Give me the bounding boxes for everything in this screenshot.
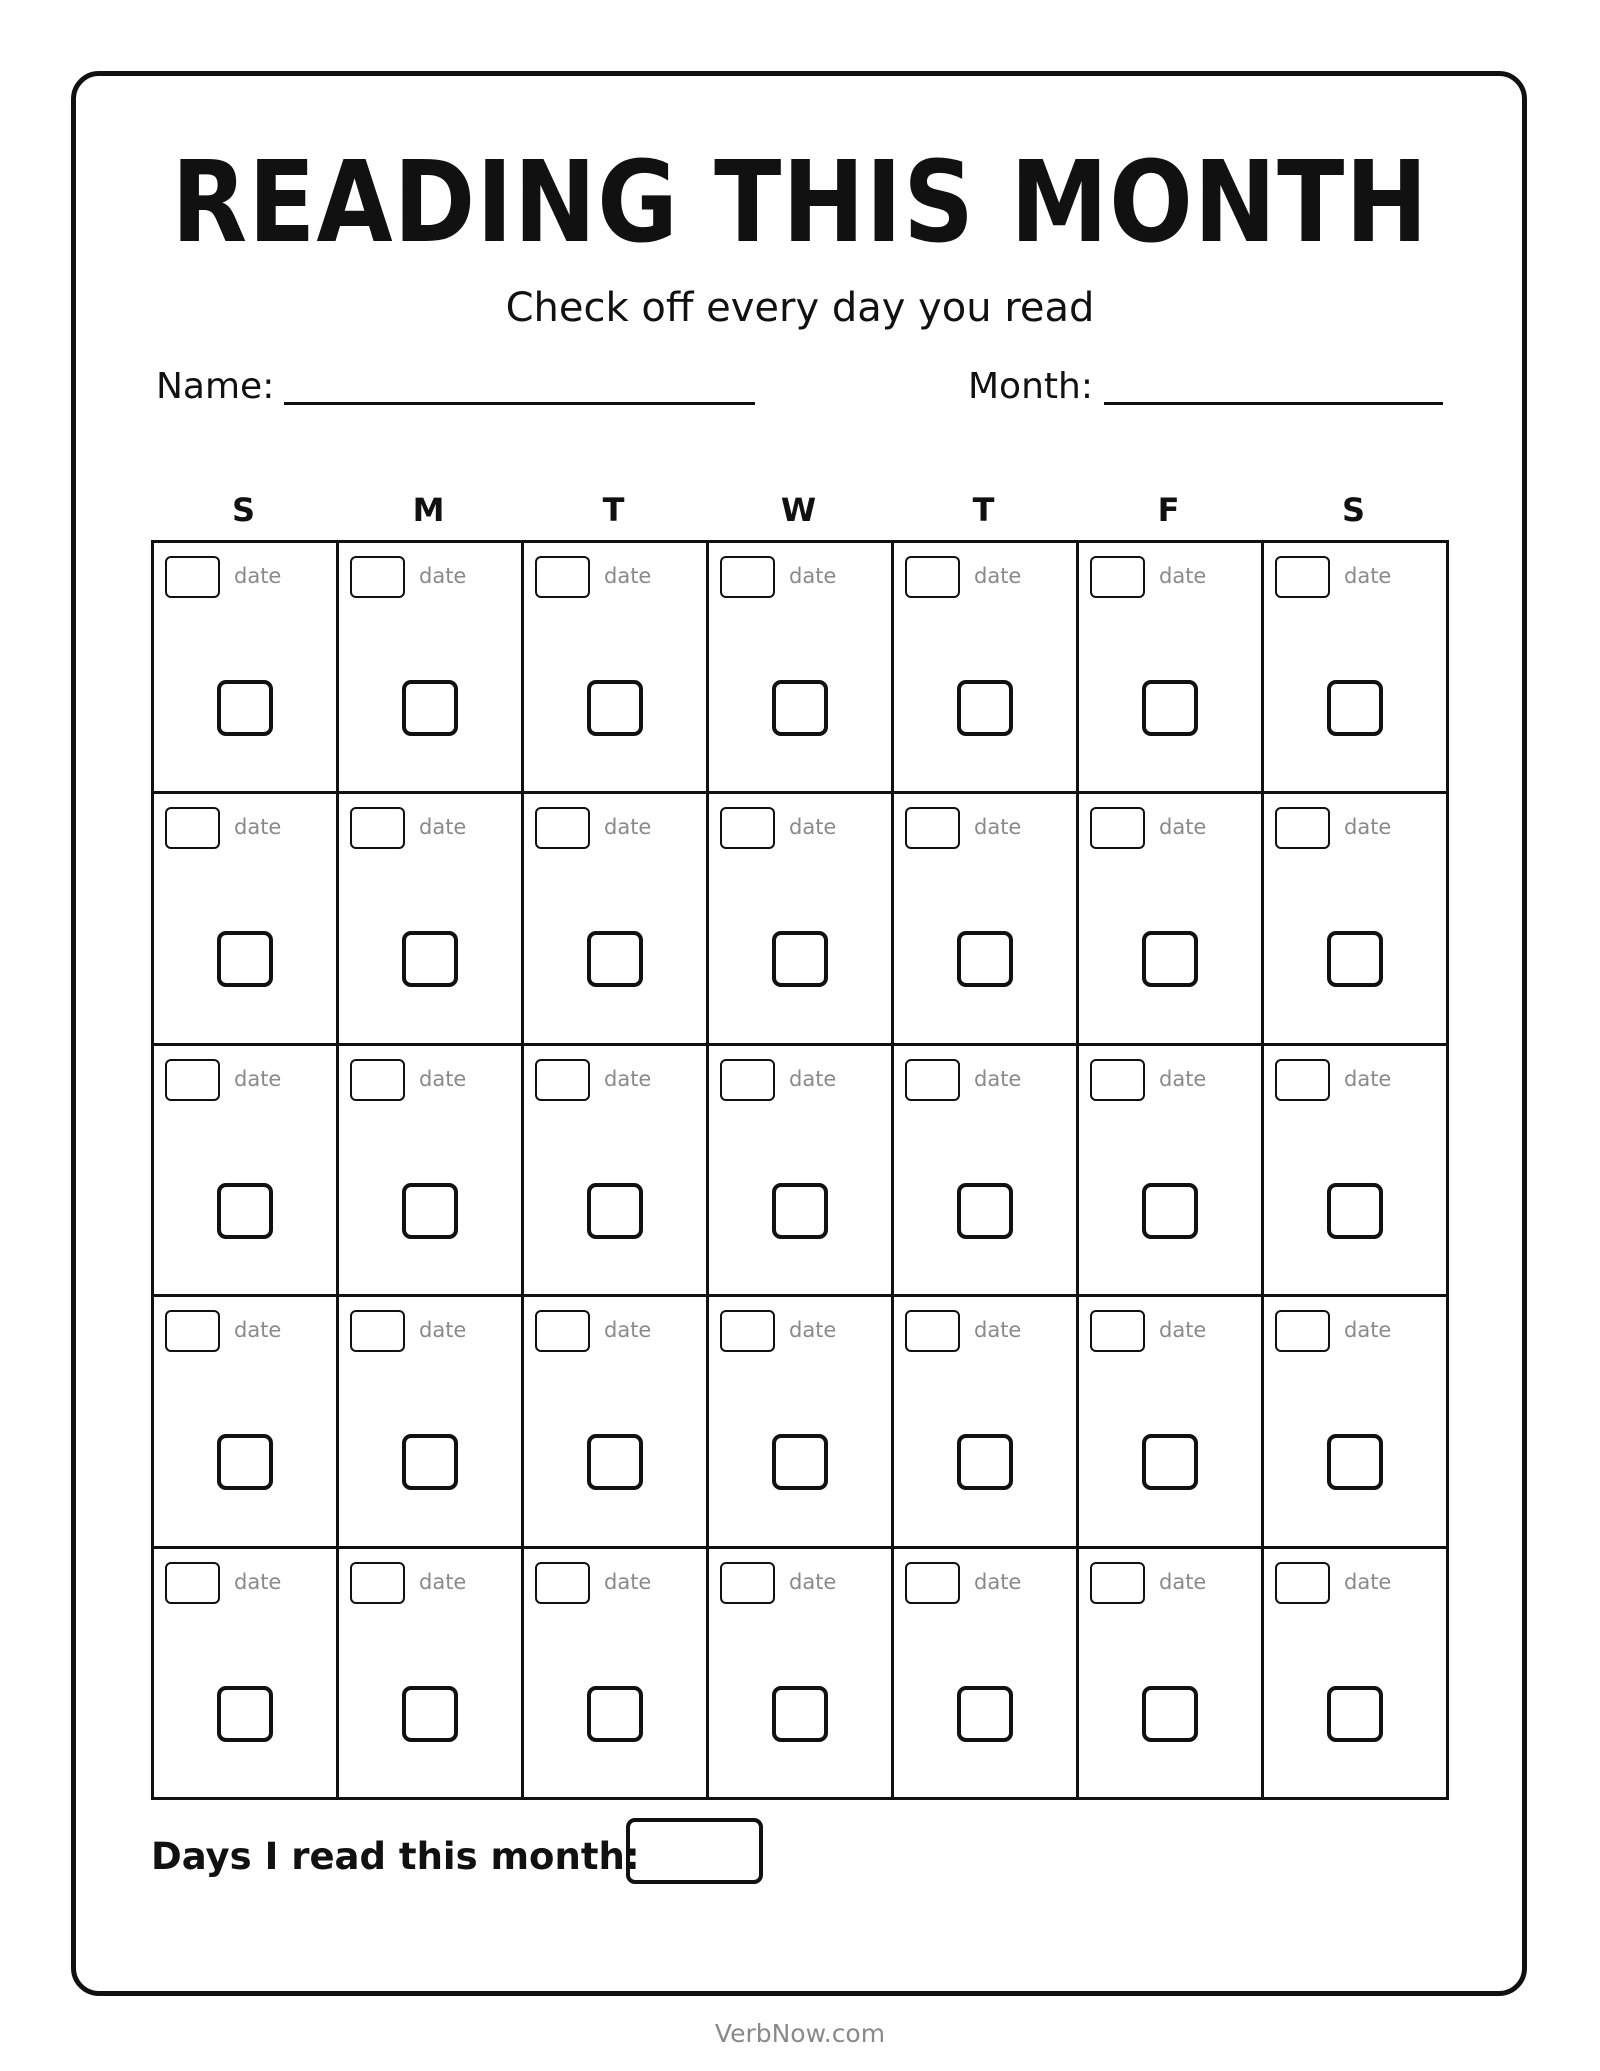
read-checkbox[interactable] — [1327, 1183, 1383, 1239]
date-placeholder-label: date — [419, 1318, 467, 1343]
read-checkbox[interactable] — [957, 1434, 1013, 1490]
date-placeholder-label: date — [419, 1569, 467, 1594]
date-placeholder-label: date — [234, 1066, 282, 1091]
read-checkbox[interactable] — [1142, 680, 1198, 736]
calendar-day-cell — [524, 794, 709, 1045]
read-checkbox[interactable] — [402, 1686, 458, 1742]
date-placeholder-label: date — [1344, 564, 1392, 588]
month-label: Month: — [968, 366, 1093, 407]
calendar-day-cell — [524, 1549, 709, 1800]
days-read-label: Days I read this month: — [151, 1835, 640, 1878]
weekday-header-tuesday: T — [602, 491, 625, 529]
page-subtitle: Check off every day you read — [505, 285, 1095, 331]
calendar-day-cell — [1079, 1046, 1264, 1297]
date-placeholder-label: date — [789, 815, 837, 840]
date-entry-box[interactable] — [905, 1310, 960, 1352]
date-entry-box[interactable] — [720, 1059, 775, 1101]
date-entry-box[interactable] — [350, 1562, 405, 1604]
date-entry-box[interactable] — [905, 807, 960, 849]
read-checkbox[interactable] — [772, 680, 828, 736]
read-checkbox[interactable] — [957, 1686, 1013, 1742]
weekday-header-saturday: S — [1341, 491, 1366, 529]
calendar-day-cell — [894, 1297, 1079, 1548]
date-entry-box[interactable] — [905, 1059, 960, 1101]
date-entry-box[interactable] — [165, 1562, 220, 1604]
read-checkbox[interactable] — [402, 931, 458, 987]
read-checkbox[interactable] — [402, 1434, 458, 1490]
date-placeholder-label: date — [419, 1066, 467, 1091]
calendar-day-cell — [1079, 543, 1264, 794]
calendar-day-cell — [339, 794, 524, 1045]
date-placeholder-label: date — [234, 1569, 282, 1594]
date-entry-box[interactable] — [535, 807, 590, 849]
date-placeholder-label: date — [789, 1318, 837, 1343]
date-entry-box[interactable] — [165, 1310, 220, 1352]
date-entry-box[interactable] — [905, 1562, 960, 1604]
calendar-day-cell — [709, 1549, 894, 1800]
read-checkbox[interactable] — [1142, 931, 1198, 987]
date-entry-box[interactable] — [350, 1310, 405, 1352]
date-placeholder-label: date — [974, 564, 1022, 588]
read-checkbox[interactable] — [1142, 1686, 1198, 1742]
date-placeholder-label: date — [234, 1318, 282, 1343]
calendar-day-cell — [339, 543, 524, 794]
calendar-day-cell — [339, 1297, 524, 1548]
date-entry-box[interactable] — [1275, 1562, 1330, 1604]
date-entry-box[interactable] — [535, 1562, 590, 1604]
date-entry-box[interactable] — [350, 807, 405, 849]
weekday-header-sunday: S — [231, 491, 256, 529]
date-entry-box[interactable] — [720, 807, 775, 849]
date-placeholder-label: date — [974, 1318, 1022, 1343]
read-checkbox[interactable] — [217, 1434, 273, 1490]
read-checkbox[interactable] — [772, 1183, 828, 1239]
date-placeholder-label: date — [234, 564, 282, 588]
date-entry-box[interactable] — [1275, 1310, 1330, 1352]
date-placeholder-label: date — [1344, 1569, 1392, 1594]
reading-calendar-grid — [151, 540, 1449, 1800]
read-checkbox[interactable] — [587, 1434, 643, 1490]
page-title: READING THIS MONTH — [171, 138, 1429, 268]
read-checkbox[interactable] — [772, 1434, 828, 1490]
calendar-day-cell — [154, 1549, 339, 1800]
read-checkbox[interactable] — [587, 680, 643, 736]
date-entry-box[interactable] — [1090, 807, 1145, 849]
date-entry-box[interactable] — [1275, 807, 1330, 849]
date-entry-box[interactable] — [905, 556, 960, 598]
date-placeholder-label: date — [604, 1569, 652, 1594]
read-checkbox[interactable] — [402, 680, 458, 736]
weekday-header-wednesday: W — [780, 491, 817, 529]
date-entry-box[interactable] — [1090, 1059, 1145, 1101]
calendar-day-cell — [709, 794, 894, 1045]
read-checkbox[interactable] — [217, 680, 273, 736]
read-checkbox[interactable] — [1142, 1183, 1198, 1239]
read-checkbox[interactable] — [587, 931, 643, 987]
date-placeholder-label: date — [974, 1569, 1022, 1594]
date-placeholder-label: date — [604, 815, 652, 840]
date-placeholder-label: date — [1344, 815, 1392, 840]
calendar-day-cell — [1079, 794, 1264, 1045]
date-entry-box[interactable] — [350, 1059, 405, 1101]
date-entry-box[interactable] — [535, 1059, 590, 1101]
name-field[interactable] — [284, 402, 755, 405]
read-checkbox[interactable] — [957, 1183, 1013, 1239]
calendar-day-cell — [1264, 1297, 1449, 1548]
calendar-day-cell — [339, 1549, 524, 1800]
read-checkbox[interactable] — [1327, 1686, 1383, 1742]
calendar-day-cell — [1264, 794, 1449, 1045]
date-entry-box[interactable] — [1275, 556, 1330, 598]
calendar-day-cell — [524, 1297, 709, 1548]
read-checkbox[interactable] — [1327, 1434, 1383, 1490]
read-checkbox[interactable] — [957, 931, 1013, 987]
read-checkbox[interactable] — [772, 931, 828, 987]
date-entry-box[interactable] — [165, 556, 220, 598]
date-placeholder-label: date — [234, 815, 282, 840]
calendar-day-cell — [894, 1046, 1079, 1297]
calendar-day-cell — [1079, 1549, 1264, 1800]
calendar-day-cell — [709, 1297, 894, 1548]
read-checkbox[interactable] — [217, 1183, 273, 1239]
date-entry-box[interactable] — [1090, 556, 1145, 598]
calendar-day-cell — [339, 1046, 524, 1297]
date-entry-box[interactable] — [350, 556, 405, 598]
calendar-day-cell — [524, 1046, 709, 1297]
date-placeholder-label: date — [1159, 1318, 1207, 1343]
calendar-day-cell — [1264, 543, 1449, 794]
footer-watermark: VerbNow.com — [714, 2019, 886, 2048]
calendar-day-cell — [1079, 1297, 1264, 1548]
date-placeholder-label: date — [789, 564, 837, 588]
date-placeholder-label: date — [1159, 815, 1207, 840]
calendar-day-cell — [894, 543, 1079, 794]
calendar-day-cell — [154, 1297, 339, 1548]
date-entry-box[interactable] — [1090, 1562, 1145, 1604]
date-placeholder-label: date — [789, 1569, 837, 1594]
date-entry-box[interactable] — [720, 556, 775, 598]
days-read-input[interactable] — [626, 1818, 763, 1884]
date-entry-box[interactable] — [165, 1059, 220, 1101]
read-checkbox[interactable] — [587, 1686, 643, 1742]
date-placeholder-label: date — [1344, 1318, 1392, 1343]
read-checkbox[interactable] — [1327, 680, 1383, 736]
date-entry-box[interactable] — [165, 807, 220, 849]
date-placeholder-label: date — [789, 1066, 837, 1091]
weekday-header-thursday: T — [972, 491, 995, 529]
date-entry-box[interactable] — [1090, 1310, 1145, 1352]
weekday-header-monday: M — [412, 491, 445, 529]
date-placeholder-label: date — [604, 1318, 652, 1343]
read-checkbox[interactable] — [587, 1183, 643, 1239]
date-placeholder-label: date — [604, 564, 652, 588]
date-placeholder-label: date — [974, 1066, 1022, 1091]
date-entry-box[interactable] — [535, 556, 590, 598]
read-checkbox[interactable] — [957, 680, 1013, 736]
weekday-header-friday: F — [1157, 491, 1180, 529]
read-checkbox[interactable] — [402, 1183, 458, 1239]
date-placeholder-label: date — [974, 815, 1022, 840]
date-entry-box[interactable] — [535, 1310, 590, 1352]
calendar-day-cell — [1264, 1046, 1449, 1297]
date-entry-box[interactable] — [720, 1562, 775, 1604]
month-field[interactable] — [1104, 402, 1443, 405]
calendar-day-cell — [524, 543, 709, 794]
date-entry-box[interactable] — [1275, 1059, 1330, 1101]
date-placeholder-label: date — [419, 564, 467, 588]
date-placeholder-label: date — [419, 815, 467, 840]
calendar-day-cell — [709, 543, 894, 794]
calendar-day-cell — [709, 1046, 894, 1297]
read-checkbox[interactable] — [772, 1686, 828, 1742]
date-placeholder-label: date — [604, 1066, 652, 1091]
calendar-day-cell — [894, 1549, 1079, 1800]
date-placeholder-label: date — [1344, 1066, 1392, 1091]
date-placeholder-label: date — [1159, 1066, 1207, 1091]
read-checkbox[interactable] — [1142, 1434, 1198, 1490]
read-checkbox[interactable] — [217, 1686, 273, 1742]
date-placeholder-label: date — [1159, 564, 1207, 588]
calendar-day-cell — [1264, 1549, 1449, 1800]
calendar-day-cell — [154, 543, 339, 794]
calendar-day-cell — [154, 1046, 339, 1297]
calendar-day-cell — [154, 794, 339, 1045]
read-checkbox[interactable] — [217, 931, 273, 987]
read-checkbox[interactable] — [1327, 931, 1383, 987]
date-placeholder-label: date — [1159, 1569, 1207, 1594]
name-label: Name: — [156, 366, 275, 407]
date-entry-box[interactable] — [720, 1310, 775, 1352]
calendar-day-cell — [894, 794, 1079, 1045]
